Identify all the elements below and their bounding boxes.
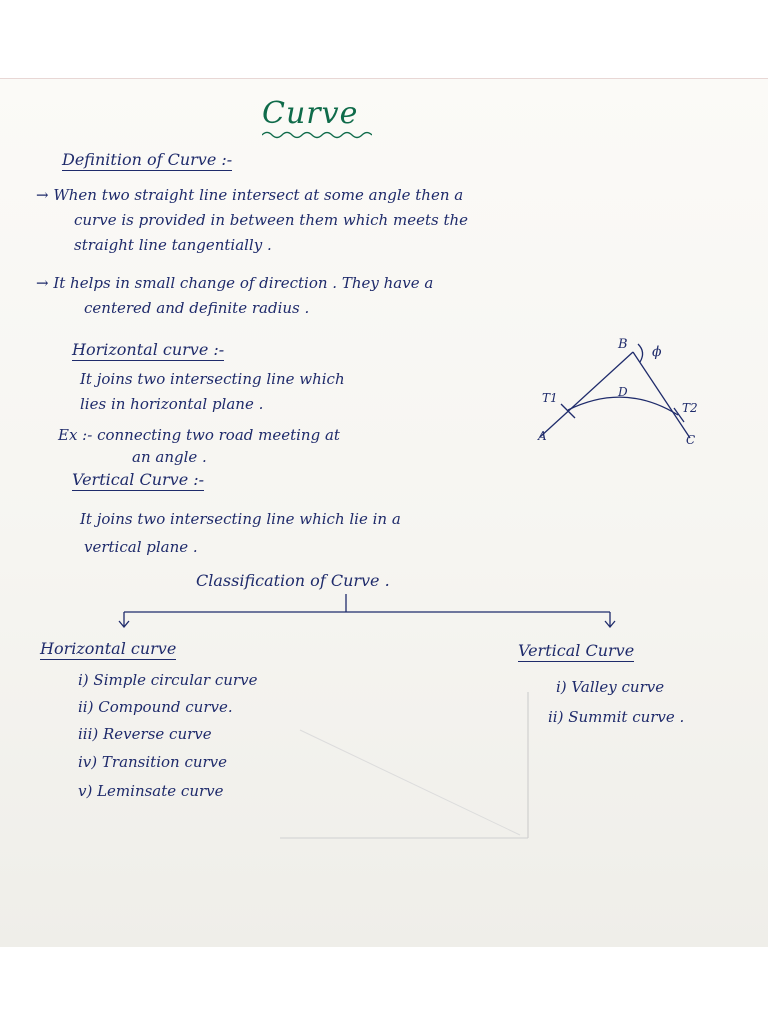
definition-line-4: → It helps in small change of direction . They have a [36,274,434,292]
horizontal-type-5: v) Leminsate curve [78,782,224,800]
definition-heading: Definition of Curve :- [62,150,233,169]
label-d: D [618,385,628,399]
definition-line-1: → When two straight line intersect at some angle then a [36,186,464,204]
vertical-type-1: i) Valley curve [556,678,665,696]
label-b: B [618,337,628,352]
vertical-curve-heading: Vertical Curve :- [72,470,205,489]
horizontal-line-2: lies in horizontal plane . [80,395,264,413]
vertical-line-1: It joins two intersecting line which lie in a [80,510,401,528]
faint-bleed-through-marks [270,690,540,850]
label-t1: T1 [542,391,558,405]
vertical-curve-subheading: Vertical Curve [518,641,635,660]
definition-line-5: centered and definite radius . [84,299,310,317]
horizontal-example-line-2: an angle . [132,448,207,466]
tangent-line-c [633,352,690,438]
classification-heading: Classification of Curve . [196,571,390,590]
title-underline [262,130,372,140]
label-a: A [538,429,547,443]
classification-tree-lines [110,592,630,632]
horizontal-example-line-1: Ex :- connecting two road meeting at [58,426,340,444]
deflection-angle-arc [638,344,643,362]
curve-arc [568,397,678,415]
horizontal-type-1: i) Simple circular curve [78,671,258,689]
horizontal-type-4: iv) Transition curve [78,753,228,771]
page-title: Curve [262,96,359,131]
vertical-line-2: vertical plane . [84,538,198,556]
horizontal-curve-subheading: Horizontal curve [40,639,177,658]
definition-line-3: straight line tangentially . [74,236,272,254]
curve-diagram [530,330,730,455]
horizontal-type-3: iii) Reverse curve [78,725,212,743]
vertical-type-2: ii) Summit curve . [548,708,685,726]
label-phi: ϕ [652,344,662,360]
label-c: C [686,433,696,447]
label-t2: T2 [682,401,698,415]
horizontal-curve-heading: Horizontal curve :- [72,340,225,359]
horizontal-line-1: It joins two intersecting line which [80,370,345,388]
horizontal-type-2: ii) Compound curve. [78,698,233,716]
definition-line-2: curve is provided in between them which meets the [74,211,469,229]
